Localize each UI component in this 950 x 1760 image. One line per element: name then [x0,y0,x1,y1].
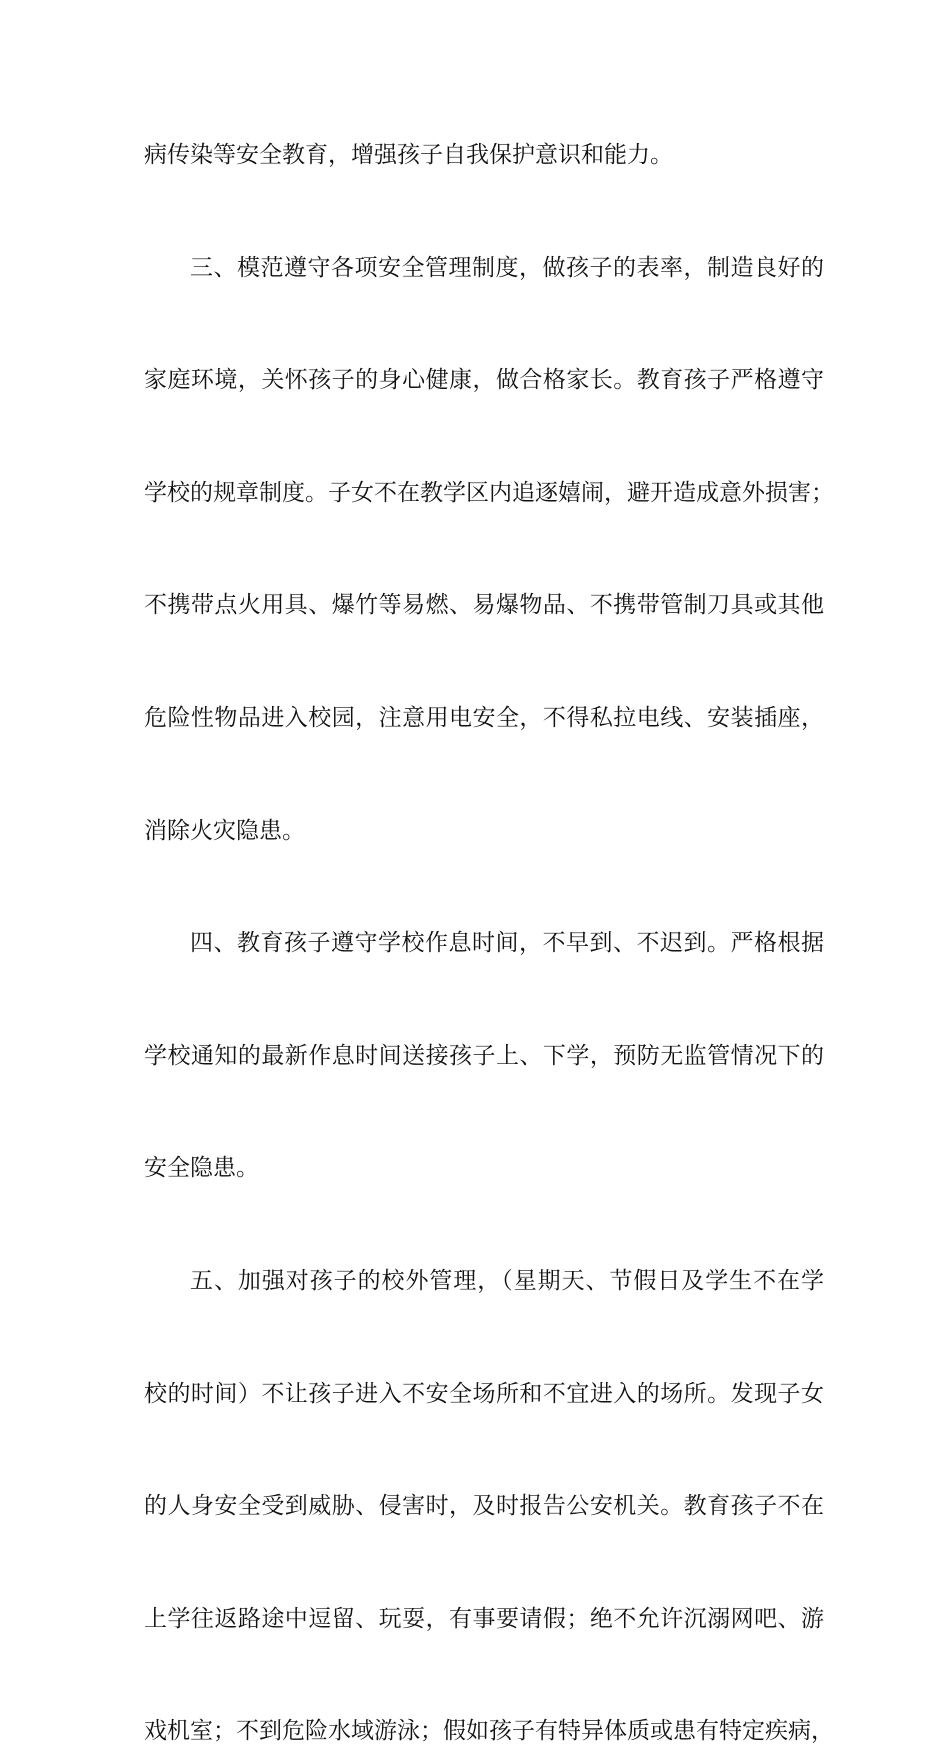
blank-line [144,1084,824,1140]
text-line-4: 学校的规章制度。子女不在教学区内追逐嬉闹，避开造成意外损害； [144,479,834,506]
blank-line [144,1197,824,1253]
paragraph-3-start: 三、模范遵守各项安全管理制度，做孩子的表率，制造良好的 [190,254,824,281]
text-line-7: 消除火灾隐患。 [144,817,305,844]
blank-line [144,521,824,577]
text-line-3: 家庭环境，关怀孩子的身心健康，做合格家长。教育孩子严格遵守 [144,367,824,394]
blank-line [144,296,824,352]
blank-line [144,408,824,464]
blank-line [144,183,824,239]
blank-line [144,1309,824,1365]
text-line-13: 的人身安全受到威胁、侵害时，及时报告公安机关。教育孩子不在 [144,1493,824,1520]
blank-line [144,1647,824,1703]
paragraph-5-start: 五、加强对孩子的校外管理，（星期天、节假日及学生不在学 [190,1267,824,1294]
text-line-9: 学校通知的最新作息时间送接孩子上、下学，预防无监管情况下的 [144,1042,824,1069]
paragraph-4-start: 四、教育孩子遵守学校作息时间，不早到、不迟到。严格根据 [190,930,824,957]
text-line-14: 上学往返路途中逗留、玩耍，有事要请假；绝不允许沉溺网吧、游 [144,1605,824,1632]
blank-line [144,746,824,802]
text-line-6: 危险性物品进入校园，注意用电安全，不得私拉电线、安装插座， [144,704,824,731]
blank-line [144,1422,824,1478]
blank-line [144,859,824,915]
document-body [144,127,834,1760]
text-line-10: 安全隐患。 [144,1155,259,1182]
text-line-12: 校的时间）不让孩子进入不安全场所和不宜进入的场所。发现子女 [144,1380,824,1407]
blank-line [144,971,824,1027]
text-line-15: 戏机室；不到危险水域游泳；假如孩子有特异体质或患有特定疾病， [144,1718,834,1745]
text-line-1: 病传染等安全教育，增强孩子自我保护意识和能力。 [144,142,673,168]
text-line-5: 不携带点火用具、爆竹等易燃、易爆物品、不携带管制刀具或其他 [144,592,824,619]
blank-line [144,634,824,690]
blank-line [144,1534,824,1590]
